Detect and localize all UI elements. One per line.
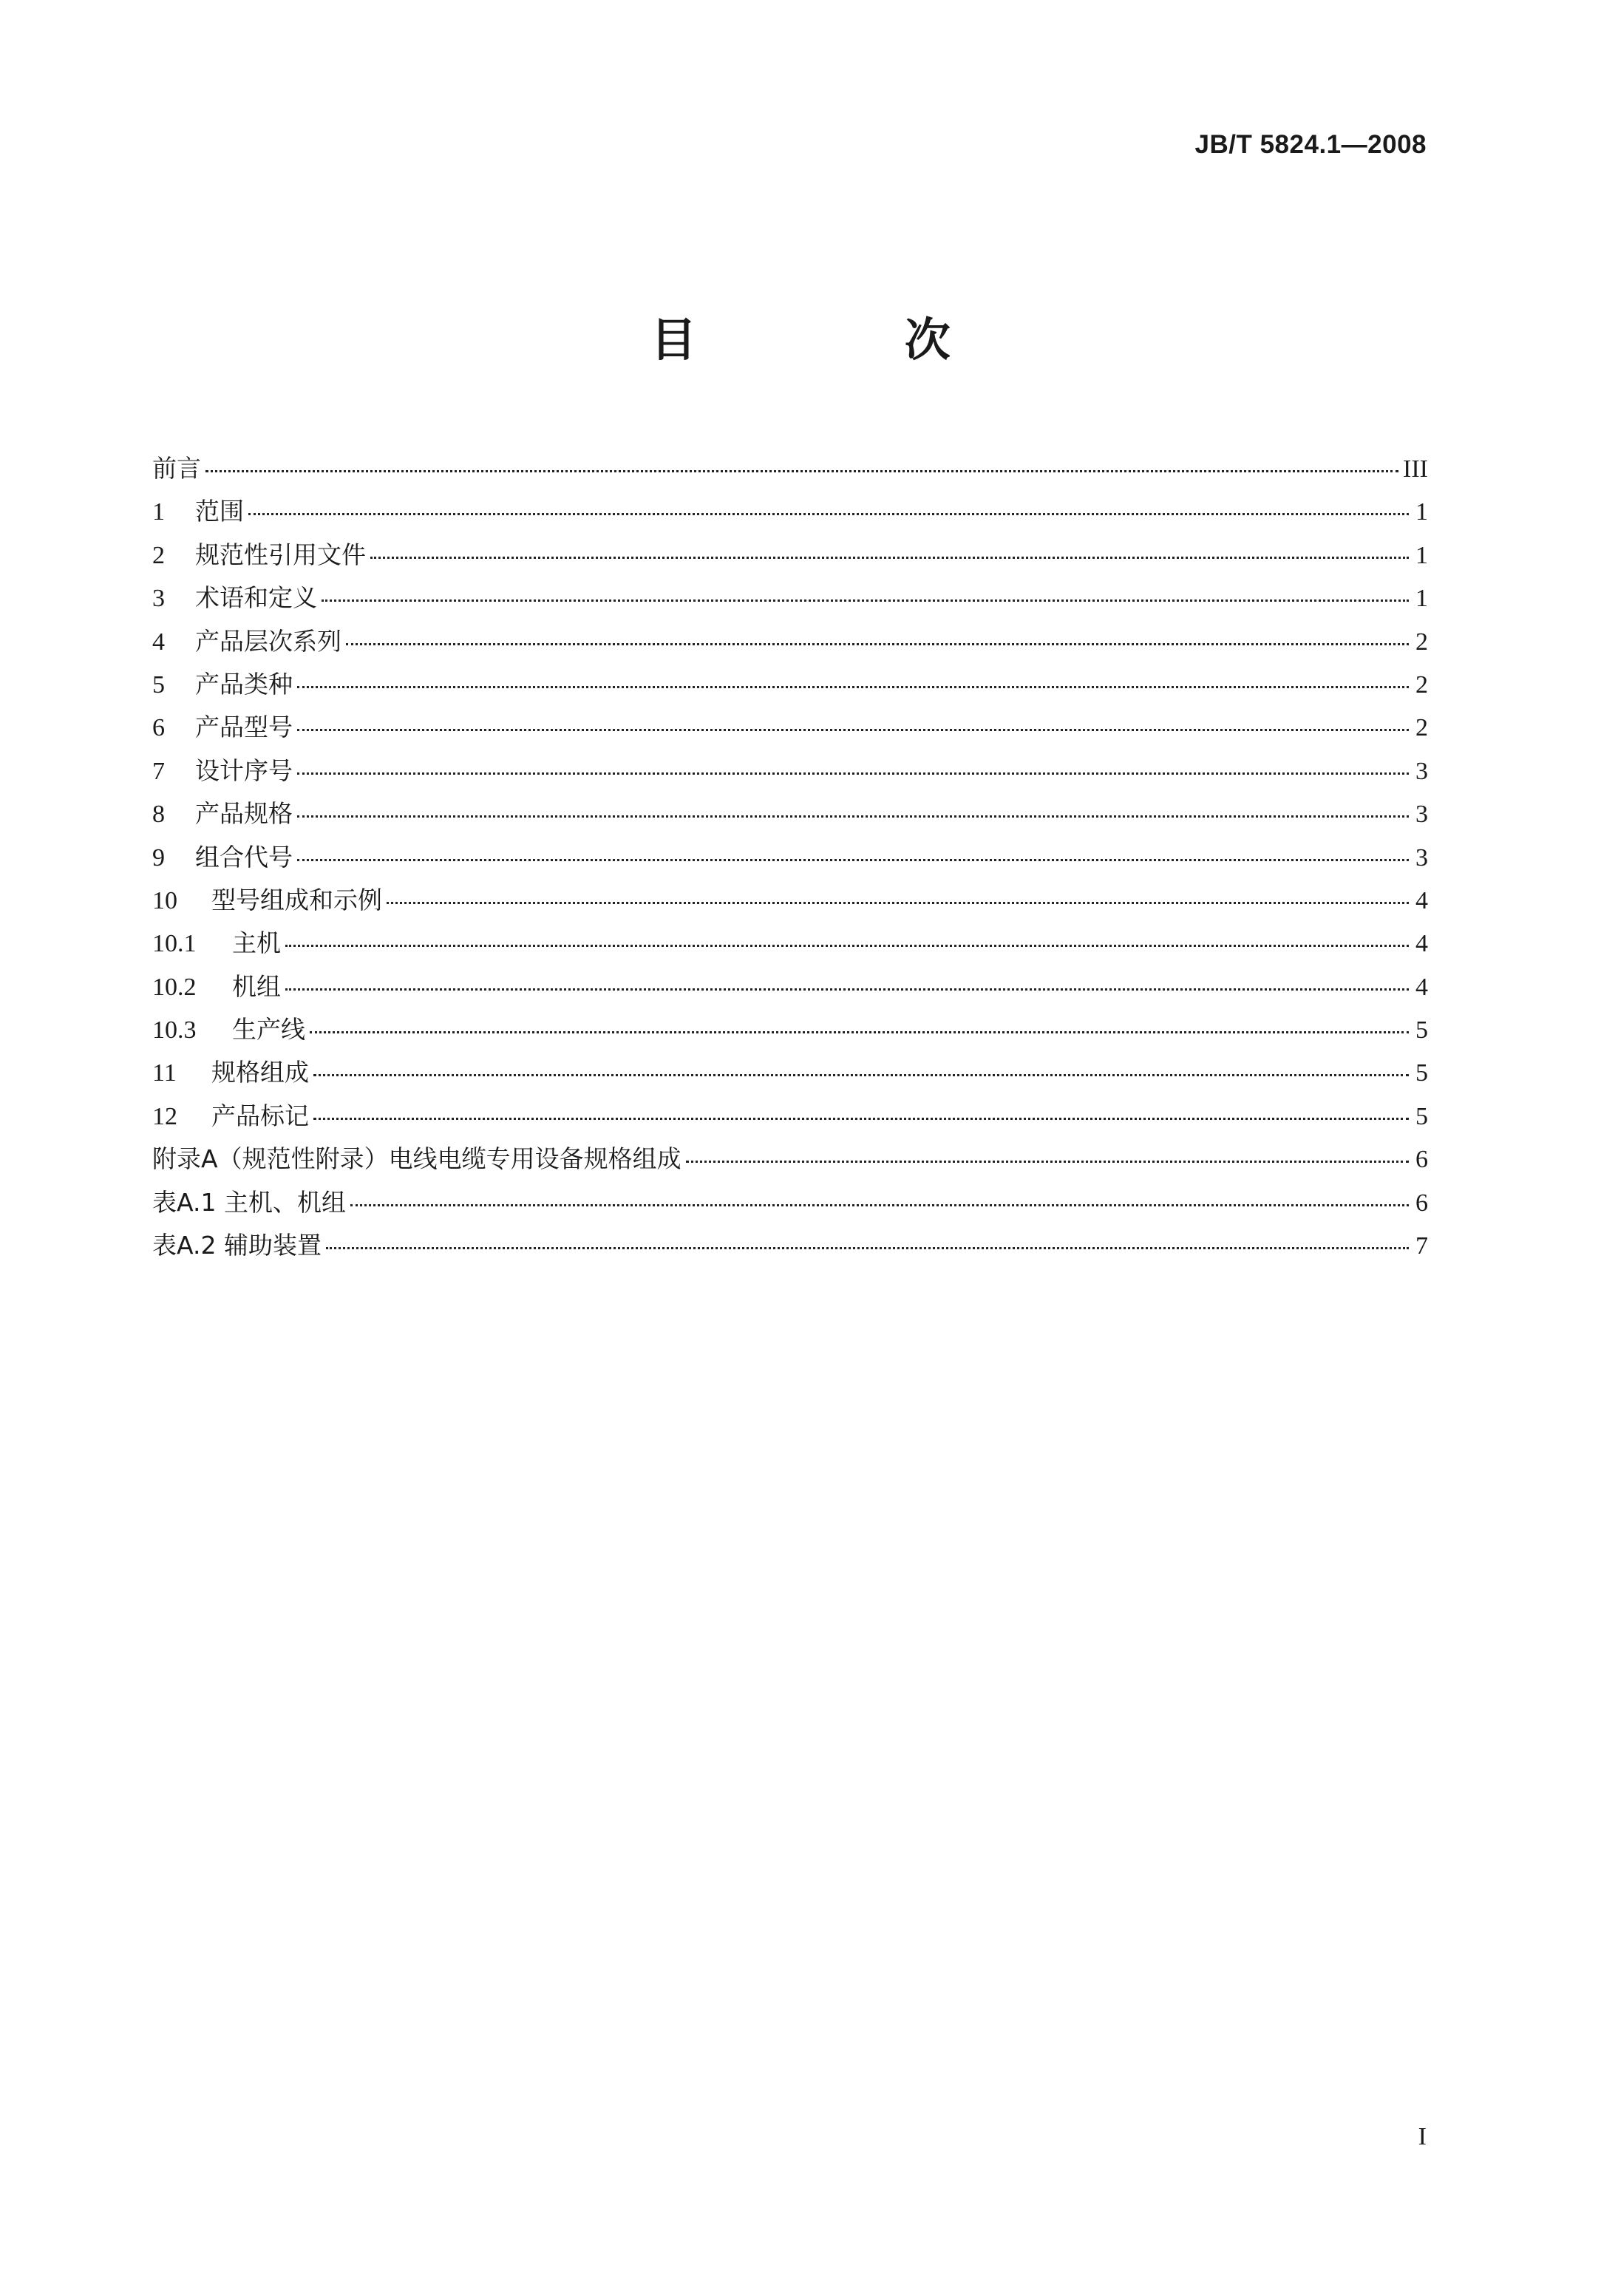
toc-entry-label: 产品规格 [195,799,293,829]
toc-entry-page: 1 [1415,498,1428,526]
toc-entry[interactable] [152,579,1428,622]
toc-entry-page: 4 [1415,973,1428,1001]
toc-entry-number: 10.2 [152,973,197,1001]
dot-leader [313,1118,1409,1120]
toc-entry-number: 6 [152,714,165,742]
page-title: 目 次 [650,313,1047,367]
toc-entry[interactable] [152,622,1428,665]
toc-entry-number: 11 [152,1059,177,1087]
toc-entry-label: 产品型号 [195,713,293,742]
document-code: JB/T 5824.1—2008 [1194,130,1427,159]
dot-leader [322,600,1409,602]
toc-entry-page: 2 [1415,714,1428,742]
toc-entry-page: 1 [1415,541,1428,569]
toc-entry[interactable] [152,838,1428,881]
toc-entry-page: 4 [1415,886,1428,914]
toc-entry-page: 3 [1415,843,1428,872]
dot-leader [387,902,1409,904]
toc-entry-number: 7 [152,757,165,785]
dot-leader [297,859,1409,861]
toc-entry-number: 10.1 [152,930,197,958]
dot-leader [297,686,1409,688]
toc-entry-label: 机组 [232,971,281,1001]
toc-entry-page: 5 [1415,1016,1428,1045]
toc-entry-page: 5 [1415,1102,1428,1130]
toc-entry-number: 9 [152,843,165,872]
toc-entry-page: 4 [1415,930,1428,958]
toc-entry-number: 1 [152,498,165,526]
dot-leader [313,1074,1409,1076]
toc-entry-label: 生产线 [232,1015,305,1045]
toc-entry-page: III [1403,455,1428,483]
toc-entry-label: 主机 [232,928,281,958]
toc-entry-page: 2 [1415,670,1428,699]
toc-entry-label: 附录A（规范性附录）电线电缆专用设备规格组成 [152,1144,681,1174]
dot-leader [297,772,1409,775]
toc-entry[interactable] [152,924,1428,967]
dot-leader [205,470,1398,472]
toc-entry-label: 规格组成 [211,1058,309,1087]
toc-entry-page: 6 [1415,1189,1428,1217]
dot-leader [297,815,1409,818]
toc-entry-page: 6 [1415,1146,1428,1174]
toc-entry[interactable] [152,1140,1428,1183]
toc-entry-label: 表A.1 主机、机组 [152,1187,346,1217]
toc-entry[interactable] [152,1226,1428,1269]
toc-entry-label: 型号组成和示例 [211,885,382,914]
toc-entry[interactable] [152,665,1428,708]
toc-entry-page: 7 [1415,1232,1428,1260]
toc-entry-label: 组合代号 [195,842,293,872]
toc-entry-label: 设计序号 [195,755,293,785]
toc-entry-label: 范围 [195,497,244,526]
table-of-contents [152,449,1428,1269]
toc-entry[interactable] [152,795,1428,838]
toc-entry-number: 12 [152,1102,177,1130]
toc-entry-label: 术语和定义 [195,583,317,613]
toc-entry-label: 规范性引用文件 [195,540,366,569]
toc-entry[interactable] [152,1053,1428,1096]
toc-entry-label: 产品标记 [211,1101,309,1130]
toc-entry[interactable] [152,1011,1428,1053]
toc-entry-number: 2 [152,541,165,569]
dot-leader [285,945,1409,947]
dot-leader [297,729,1409,731]
dot-leader [326,1247,1409,1249]
toc-entry[interactable] [152,449,1428,492]
toc-entry-number: 3 [152,585,165,613]
dot-leader [248,513,1409,515]
dot-leader [370,557,1409,559]
toc-entry[interactable] [152,752,1428,795]
toc-entry[interactable] [152,1097,1428,1140]
toc-entry[interactable] [152,536,1428,579]
toc-entry-number: 10 [152,886,177,914]
toc-entry-label: 产品层次系列 [195,626,341,656]
dot-leader [310,1031,1409,1033]
dot-leader [350,1204,1409,1206]
toc-entry[interactable] [152,1183,1428,1226]
dot-leader [285,988,1409,991]
dot-leader [346,643,1409,645]
toc-entry[interactable] [152,881,1428,924]
toc-entry-label: 表A.2 辅助装置 [152,1231,322,1260]
toc-entry-page: 3 [1415,801,1428,829]
toc-entry-number: 10.3 [152,1016,197,1045]
toc-entry-number: 4 [152,628,165,656]
toc-entry-number: 5 [152,670,165,699]
toc-entry-label: 产品类种 [195,669,293,699]
toc-entry-label: 前言 [152,454,201,483]
toc-entry[interactable] [152,968,1428,1011]
toc-entry-page: 5 [1415,1059,1428,1087]
toc-entry[interactable] [152,708,1428,751]
toc-entry[interactable] [152,492,1428,535]
dot-leader [686,1161,1409,1163]
toc-entry-page: 3 [1415,757,1428,785]
toc-entry-page: 2 [1415,628,1428,656]
toc-entry-page: 1 [1415,585,1428,613]
toc-entry-number: 8 [152,801,165,829]
page-number: I [1418,2123,1427,2150]
